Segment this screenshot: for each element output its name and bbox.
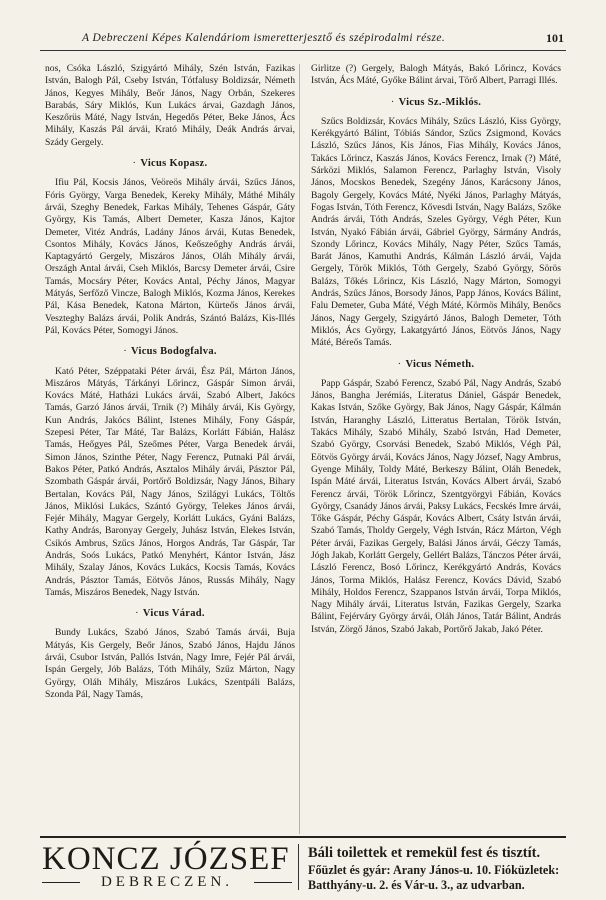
- advert-address-line: Batthyány-u. 2. és Vár-u. 3., az udvarban.: [308, 878, 525, 892]
- advertiser-city: DEBRECZEN.: [100, 874, 234, 890]
- nemeth-paragraph: Papp Gáspár, Szabó Ferencz, Szabó Pál, Nagy András, Szabó János, Bangha Jerémiás, Literatus Dániel, Gáspár Benedek, Kakas István, Szőke György, Bak János, Nagy Gáspár, Kálmán István, Haranghy László, Litteratus Bertalan, Török István, Takács Mihály, Szabó Mihály, Szabó István, Had Demeter, Szabó György, Csorvási Benedek, Szabó Miklós, Végh Pál, Eötvös György árvái, Kovács János, Nagy József, Nagy Ambrus, Gyenge Mihály, Toldy Máté, Berkeszy Bálint, Oláh Benedek, Ispán Máté árvái, Literatus István, Kovács Albert árvái, Szabó Ferencz árvái, Török Lőrincz, Szentgyörgyi Fábián, Kovács György, Csanády János árvái, Paksy Lukács, Fecskés Imre árvái, Tőke Gáspár, Péchy Gáspár, Kovács Albert, Csáty István árvái, Szabó Tamás, Tholdy Gergely, Végh István, Rácz Márton, Végh Péter árvái, Fazikas Gergely, Balási János árvái, Géczy Tamás, Jógh Jakab, Korlátt Gergely, Gellért Balázs, Tánczos Péter árvái, László Ferencz, Bosó Lőrincz, Kerékgyártó András, Kovács János, Torma Miklós, Halász Ferencz, Kovács Dávid, Szabó Mihály, Holdos Ferencz, Szappanos István árvái, Torpa Miklós, Nagy Mihály árvái, Literatus István, Fazikas Gergely, Szarka Bálint, Fejérváry György árvái, Oláh János, Tatár Bálint, András István, Zörgő János, Szabó Jakab, Portőrő Jakab, Jakó Péter.: [311, 377, 561, 635]
- bullet-icon: ·: [397, 358, 402, 370]
- advert-tagline: Báli toilettek et remekül fest és tisztít.: [308, 845, 541, 861]
- left-column: [45, 63, 295, 701]
- bullet-icon: ·: [390, 96, 395, 108]
- column-divider: [299, 64, 300, 834]
- section-heading-szmiklos: [311, 97, 561, 109]
- section-heading-bodogfalva: [45, 346, 295, 358]
- section-title: Vicus Németh.: [405, 358, 475, 370]
- page-number: 101: [546, 31, 564, 45]
- section-heading-varad: [45, 608, 295, 620]
- advertisement: [40, 836, 566, 894]
- section-heading-kopasz: [45, 158, 295, 170]
- szmiklos-paragraph: Szűcs Boldizsár, Kovács Mihály, Szűcs László, Kiss György, Kerékgyártó Bálint, Tóbiás Sándor, Szűcs Zsigmond, Kovács László, Szűcs János, Kis János, Fias Mihály, Kovács János, Takács Lőrincz, Kaszás János, Kovács Ferencz, Irnak (?) Máté, Sárközi Miklós, Salamon Ferencz, Parlaghy István, Visoly János, Mocskos Benedek, Szegény János, Karácsony János, Bagoly Gergely, Kovács Máté, Nyéki János, Parlaghy Mátyás, Fogas István, Tóth Ferencz, Kővesdi István, Nagy Balázs, Szőke András árvái, Tóth András, Szeles György, Végh Péter, Kun István, Nyakó Fábián árvái, Gábriel György, Sármány András, Szondy Lőrincz, Kovács Mihály, Nagy Péter, Szűcs Tamás, Barát János, Kamuthi András, Kálmán László árvái, Vajda Gergely, Török Miklós, Tóth Gergely, Szabó György, Sörös Balázs, Tőkés Lőrincz, Kis László, Nagy Márton, Somogyi András, Szűcs János, Borsody János, Papp János, Kovács Bálint, Falu Demeter, Guba Máté, Végh Máté, Körmös Mihály, Benőcs János, Nagy Gergely, Szigyártó János, Balogh Demeter, Tóth Miklós, Ács György, Lakatgyártó János, Eötvös János, Nagy Máté, Béreős Tamás.: [311, 115, 561, 349]
- advert-details: [308, 844, 566, 893]
- ornament-rule: [254, 882, 292, 883]
- bodogfalva-paragraph: Kató Péter, Széppataki Péter árvái, Ész Pál, Márton János, Miszáros Mátyás, Tárkányi Lőrincz, Gáspár Simon árvái, Kovács Máté, Hatházi Lukács árvái, Szabó Albert, Jakócs Tamás, Garzó János árvái, Trnik (?) Mihály árvái, Kis György, Kun András, Jakócs Bálint, Istenes Mihály, Fony Gáspár, Szepesi Péter, Tar Máté, Tar Balázs, Korlátt Fábián, Halász Tamás, Heőgyes Pál, Szeőmes Péter, Varga Benedek árvái, Simon János, Szinthe Péter, Nagy Ferencz, Putnaki Pál árvái, Bakos Péter, Patkó András, Asztalos Mihály árvái, Pásztor Pál, Szombath Gáspár árvái, Portőrő Boldizsár, Nagy János, Bihary Bertalan, Kovács Pál, Nagy János, Szilágyi Lukács, Töltős János, Miklósi Lukács, Szántó György, Telekes János árvái, Fejér Mihály, Magyar Gergely, Korlátt Lukács, Gyáni Balázs, Kathy András, Baronyay Gergely, Juhász István, Elekes István, Csikós Ambrus, Szűcs János, Horgos András, Tar Gáspár, Tar András, Soós Lukács, Patkó Menyhért, Kántor István, Jász Mihály, Szalay János, Kovács Lukács, Kocsis Tamás, Kovács András, Pásztor Tamás, Eötvös János, Russás Mihály, Nagy Tamás, Miszáros Benedek, Nagy István.: [45, 365, 295, 598]
- advert-divider: [298, 844, 299, 890]
- right-intro-paragraph: Girlitze (?) Gergely, Balogh Mátyás, Bakó Lőrincz, Kovács István, Ács Máté, Győke Bálint árvai, Törő Albert, Parragi Illés.: [311, 63, 561, 87]
- ornament-rule: [42, 882, 80, 883]
- bullet-icon: ·: [135, 608, 139, 620]
- section-title: Vicus Sz.-Miklós.: [398, 96, 482, 108]
- left-intro-paragraph: nos, Csóka László, Szigyártó Mihály, Szén István, Fazikas István, Balogh Pál, Cseby István, Tótfalusy Boldizsár, Németh János, Kegyes Mihály, Beőr János, Nagy Orbán, Szekeres Barabás, Sáry Miklós, Kun Lukács árvai, Gazdagh János, Keszőrüs Máté, Nagy István, Hegedős Péter, Beke János, Ács Mihály, Kaszás Pál árvái, Krató Mihály, Deák András árvai, Szády Gergely.: [45, 63, 295, 148]
- advertiser-city-line: [42, 874, 292, 890]
- advertiser-block: [42, 842, 292, 892]
- running-title: A Debreczeni Képes Kalendáriom ismeretterjesztő és szépirodalmi része.: [82, 32, 446, 44]
- running-head: [40, 30, 566, 51]
- section-heading-nemeth: [311, 359, 561, 371]
- varad-paragraph: Bundy Lukács, Szabó János, Szabó Tamás árvái, Buja Mátyás, Kis Gergely, Beőr János, Szabó János, Hajdu János árvái, Csubor István, Pallós István, Nagy Imre, Fejér Pál árvái, Ispán Gergely, Jób Balázs, Tóth Mihály, Szűz Márton, Nagy György, Oláh Mihály, Miszáros Lukács, Szentpáli Balázs, Szonda Pál, Nagy Tamás,: [45, 627, 295, 700]
- bullet-icon: ·: [132, 158, 137, 170]
- section-title: Vicus Bodogfalva.: [130, 346, 217, 358]
- bullet-icon: ·: [123, 346, 127, 358]
- section-title: Vicus Várad.: [142, 608, 205, 620]
- advert-address-line: Főüzlet és gyár: Arany János-u. 10. Fióküzletek:: [308, 863, 560, 877]
- kopasz-paragraph: Ifiu Pál, Kocsis János, Veöreös Mihály árvái, Szűcs János, Fóris György, Varga Benedek, Kereky Mihály, Máthé Mihály árvái, Szeghy Benedek, Farkas Mihály, Tehenes Gáspár, Gáty György, Kis Tamás, Albert Demeter, Kasza János, Kajtor Demeter, Vitéz András, Ladány János árvái, Kutas Benedek, Csontos Mihály, Kovács János, Keőszeőghy András árvái, Kaptagyártó Gergely, Miszáros János, Oláh Mihály árvái, Országh Antal árvái, Cseh Miklós, Barcsy Demeter árvái, Csire Tamás, Mocsáry Péter, Kovács Antal, Péchy János, Magyar Mátyás, Serfőző Vincze, Balogh Miklós, Kozma János, Kerekes Pál, Kása Benedek, Katona Márton, Kürteős János árvái, Veszteghy Balázs árvái, Polik András, Szántó Balázs, Kis-Illés Pál, Kovács Péter, Somogyi János.: [45, 177, 295, 336]
- right-column: [311, 63, 561, 636]
- section-title: Vicus Kopasz.: [140, 158, 208, 170]
- advertiser-name: KONCZ JÓZSEF: [42, 841, 290, 877]
